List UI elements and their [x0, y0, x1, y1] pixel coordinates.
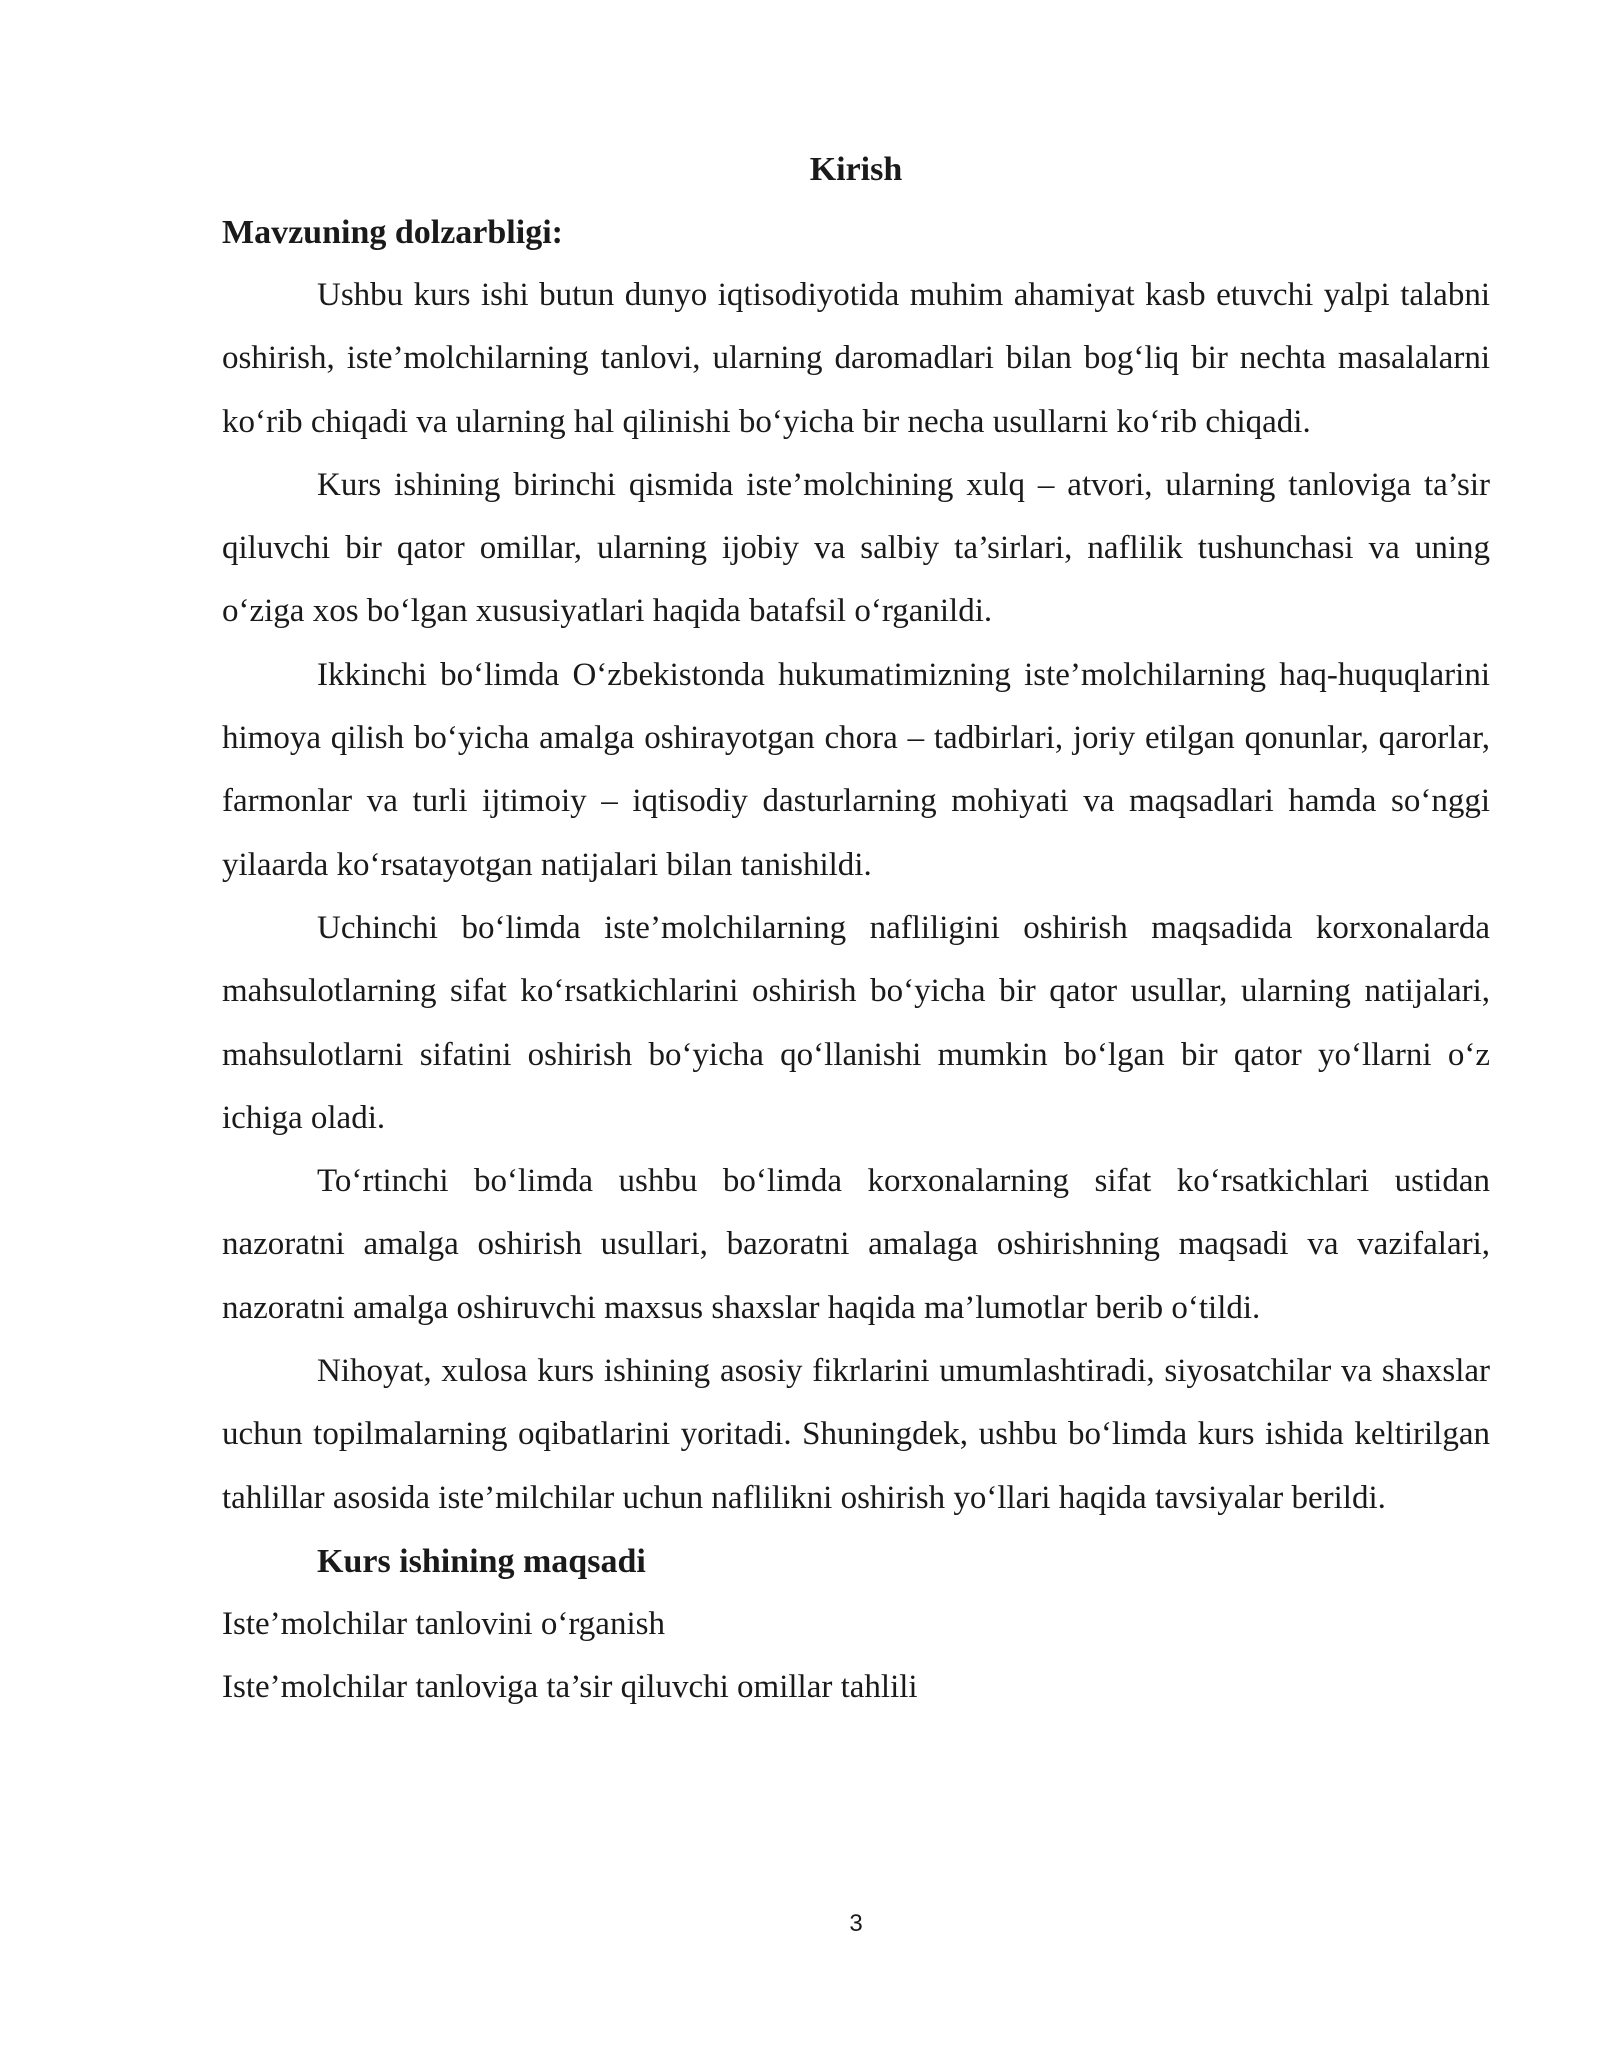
- paragraph-conclusion: Nihoyat, xulosa kurs ishining asosiy fikrlarini umumlashtiradi, siyosatchilar va shaxslar uchun topilmalarning oqibatlarini yoritadi. Shuningdek, ushbu bo‘limda kurs ishida keltirilgan tahlillar asosida iste’milchilar uchun naflilikni oshirish yo‘llari haqida tavsiyalar berildi.: [222, 1353, 1490, 1516]
- page-title: Kirish: [809, 151, 903, 188]
- page-content: [222, 138, 1490, 1719]
- paragraph-part-two: Ikkinchi bo‘limda O‘zbekistonda hukumatimizning iste’molchilarning haq-huquqlarini himoya qilish bo‘yicha amalga oshirayotgan chora – tadbirlari, joriy etilgan qonunlar, qarorlar, farmonlar va turli ijtimoiy – iqtisodiy dasturlarning mohiyati va maqsadlari hamda so‘nggi yilaarda ko‘rsatayotgan natijalari bilan tanishildi.: [222, 656, 1490, 883]
- goal-item: Iste’molchilar tanlovini o‘rganish: [222, 1605, 665, 1642]
- goal-item: Iste’molchilar tanloviga ta’sir qiluvchi omillar tahlili: [222, 1668, 918, 1705]
- paragraph-part-four: To‘rtinchi bo‘limda ushbu bo‘limda korxonalarning sifat ko‘rsatkichlari ustidan nazoratni amalga oshirish usullari, bazoratni amalaga oshirishning maqsadi va vazifalari, nazoratni amalga oshiruvchi maxsus shaxslar haqida ma’lumotlar berib o‘tildi.: [222, 1163, 1490, 1326]
- paragraph-intro: Ushbu kurs ishi butun dunyo iqtisodiyotida muhim ahamiyat kasb etuvchi yalpi talabni oshirish, iste’molchilarning tanlovi, ularning daromadlari bilan bog‘liq bir nechta masalalarni ko‘rib chiqadi va ularning hal qilinishi bo‘yicha bir necha usullarni ko‘rib chiqadi.: [222, 277, 1490, 440]
- page-number: 3: [849, 1910, 863, 1937]
- paragraph-part-three: Uchinchi bo‘limda iste’molchilarning nafliligini oshirish maqsadida korxonalarda mahsulotlarning sifat ko‘rsatkichlarini oshirish bo‘yicha bir qator usullar, ularning natijalari, mahsulotlarni sifatini oshirish bo‘yicha qo‘llanishi mumkin bo‘lgan bir qator yo‘llarni o‘z ichiga oladi.: [222, 909, 1490, 1136]
- section-heading: Mavzuning dolzarbligi:: [222, 214, 563, 251]
- paragraph-part-one: Kurs ishining birinchi qismida iste’molchining xulq – atvori, ularning tanloviga ta’sir qiluvchi bir qator omillar, ularning ijobiy va salbiy ta’sirlari, naflilik tushunchasi va uning o‘ziga xos bo‘lgan xususiyatlari haqida batafsil o‘rganildi.: [222, 466, 1490, 630]
- goal-heading: Kurs ishining maqsadi: [317, 1542, 646, 1580]
